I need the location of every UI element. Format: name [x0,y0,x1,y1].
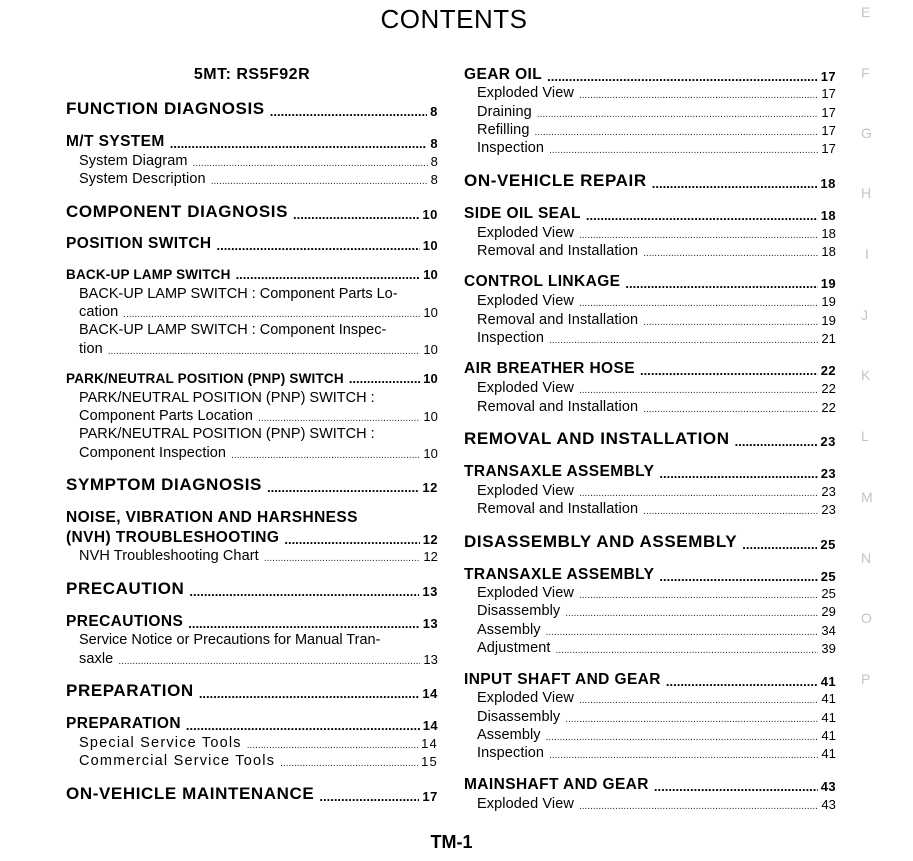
toc-entry[interactable]: ON-VEHICLE MAINTENANCE ..... 17 [66,784,438,804]
toc-entry[interactable]: Inspection ..... 17 [464,140,836,156]
index-tab[interactable]: P [861,671,871,687]
page-title: CONTENTS [380,4,528,34]
toc-entry-line1: PARK/NEUTRAL POSITION (PNP) SWITCH : [79,390,375,406]
toc-entry[interactable]: Removal and Installation ..... 19 [464,312,836,328]
section-heading: 5MT: RS5F92R [193,66,311,83]
toc-entry[interactable]: Draining ..... 17 [464,104,836,120]
toc-entry-line1: BACK-UP LAMP SWITCH : Component Parts Lo- [79,286,398,302]
toc-entry[interactable]: Exploded View ..... 25 [464,585,836,601]
toc-entry[interactable]: Exploded View ..... 19 [464,293,836,309]
toc-entry[interactable]: ON-VEHICLE REPAIR ..... 18 [464,171,836,191]
toc-entry[interactable]: CONTROL LINKAGE ..... 19 [464,273,836,291]
index-tab[interactable]: N [861,550,872,566]
toc-entry[interactable]: SYMPTOM DIAGNOSIS ..... 12 [66,475,438,495]
toc-entry[interactable]: TRANSAXLE ASSEMBLY ..... 23 [464,463,836,481]
toc-entry[interactable]: PARK/NEUTRAL POSITION (PNP) SWITCH ..... 10 [66,371,438,386]
toc-entry[interactable]: PRECAUTION ..... 13 [66,579,438,599]
toc-entry-line1: PARK/NEUTRAL POSITION (PNP) SWITCH : [79,426,375,442]
toc-entry[interactable]: System Description ..... 8 [66,171,438,187]
toc-entry[interactable]: FUNCTION DIAGNOSIS ..... 8 [66,99,438,119]
toc-entry[interactable]: AIR BREATHER HOSE ..... 22 [464,360,836,378]
index-tab[interactable]: F [861,65,870,81]
toc-entry[interactable]: TRANSAXLE ASSEMBLY ..... 25 [464,566,836,584]
index-tab[interactable]: L [861,428,869,444]
index-tab[interactable]: J [861,307,868,323]
toc-entry[interactable]: GEAR OIL ..... 17 [464,66,836,84]
toc-entry-line1: NOISE, VIBRATION AND HARSHNESS [66,509,358,526]
index-tab[interactable]: I [865,246,869,262]
toc-entry[interactable]: Disassembly ..... 41 [464,709,836,725]
toc-entry[interactable]: Component Inspection ..... 10 [66,445,438,461]
toc-entry[interactable]: NVH Troubleshooting Chart ..... 12 [66,548,438,564]
page-number: TM-1 [430,832,473,852]
index-tab[interactable]: G [861,125,872,141]
index-tab[interactable]: M [861,489,873,505]
toc-entry[interactable]: System Diagram ..... 8 [66,153,438,169]
toc-entry[interactable]: PREPARATION ..... 14 [66,715,438,733]
toc-entry[interactable]: Exploded View ..... 18 [464,225,836,241]
toc-entry[interactable]: M/T SYSTEM ..... 8 [66,133,438,151]
toc-entry[interactable]: Adjustment ..... 39 [464,640,836,656]
toc-entry[interactable]: Exploded View ..... 23 [464,483,836,499]
toc-entry[interactable]: Removal and Installation ..... 18 [464,243,836,259]
toc-entry[interactable]: Exploded View ..... 17 [464,85,836,101]
toc-entry[interactable]: Inspection ..... 41 [464,745,836,761]
toc-entry[interactable]: SIDE OIL SEAL ..... 18 [464,205,836,223]
toc-entry[interactable]: Assembly ..... 41 [464,727,836,743]
toc-entry[interactable]: PRECAUTIONS ..... 13 [66,613,438,631]
toc-entry[interactable]: COMPONENT DIAGNOSIS ..... 10 [66,202,438,222]
index-tab[interactable]: O [861,610,872,626]
toc-entry[interactable]: Special Service Tools ..... 14 [66,735,438,751]
toc-entry[interactable]: Removal and Installation ..... 22 [464,399,836,415]
toc-entry[interactable]: (NVH) TROUBLESHOOTING ..... 12 [66,529,438,547]
toc-entry[interactable]: REMOVAL AND INSTALLATION ..... 23 [464,429,836,449]
toc-entry[interactable]: Removal and Installation ..... 23 [464,501,836,517]
toc-entry[interactable]: Component Parts Location ..... 10 [66,408,438,424]
toc-entry-line1: BACK-UP LAMP SWITCH : Component Inspec- [79,322,387,338]
toc-entry[interactable]: Commercial Service Tools ..... 15 [66,753,438,769]
toc-entry[interactable]: PREPARATION ..... 14 [66,681,438,701]
toc-entry[interactable]: Exploded View ..... 22 [464,380,836,396]
toc-entry[interactable]: POSITION SWITCH ..... 10 [66,235,438,253]
toc-entry[interactable]: Exploded View ..... 41 [464,690,836,706]
toc-entry[interactable]: Refilling ..... 17 [464,122,836,138]
index-tab[interactable]: K [861,367,871,383]
toc-entry[interactable]: MAINSHAFT AND GEAR ..... 43 [464,776,836,794]
toc-entry[interactable]: tion ..... 10 [66,341,438,357]
index-tab[interactable]: H [861,185,872,201]
toc-entry[interactable]: BACK-UP LAMP SWITCH ..... 10 [66,267,438,282]
toc-entry[interactable]: Exploded View ..... 43 [464,796,836,812]
index-tab[interactable]: E [861,4,871,20]
toc-entry[interactable]: saxle ..... 13 [66,651,438,667]
toc-entry[interactable]: cation ..... 10 [66,304,438,320]
toc-entry[interactable]: DISASSEMBLY AND ASSEMBLY ..... 25 [464,532,836,552]
toc-entry[interactable]: Inspection ..... 21 [464,330,836,346]
toc-entry[interactable]: Disassembly ..... 29 [464,603,836,619]
toc-entry-line1: Service Notice or Precautions for Manual Tran- [79,632,381,648]
toc-entry[interactable]: Assembly ..... 34 [464,622,836,638]
toc-entry[interactable]: INPUT SHAFT AND GEAR ..... 41 [464,671,836,689]
